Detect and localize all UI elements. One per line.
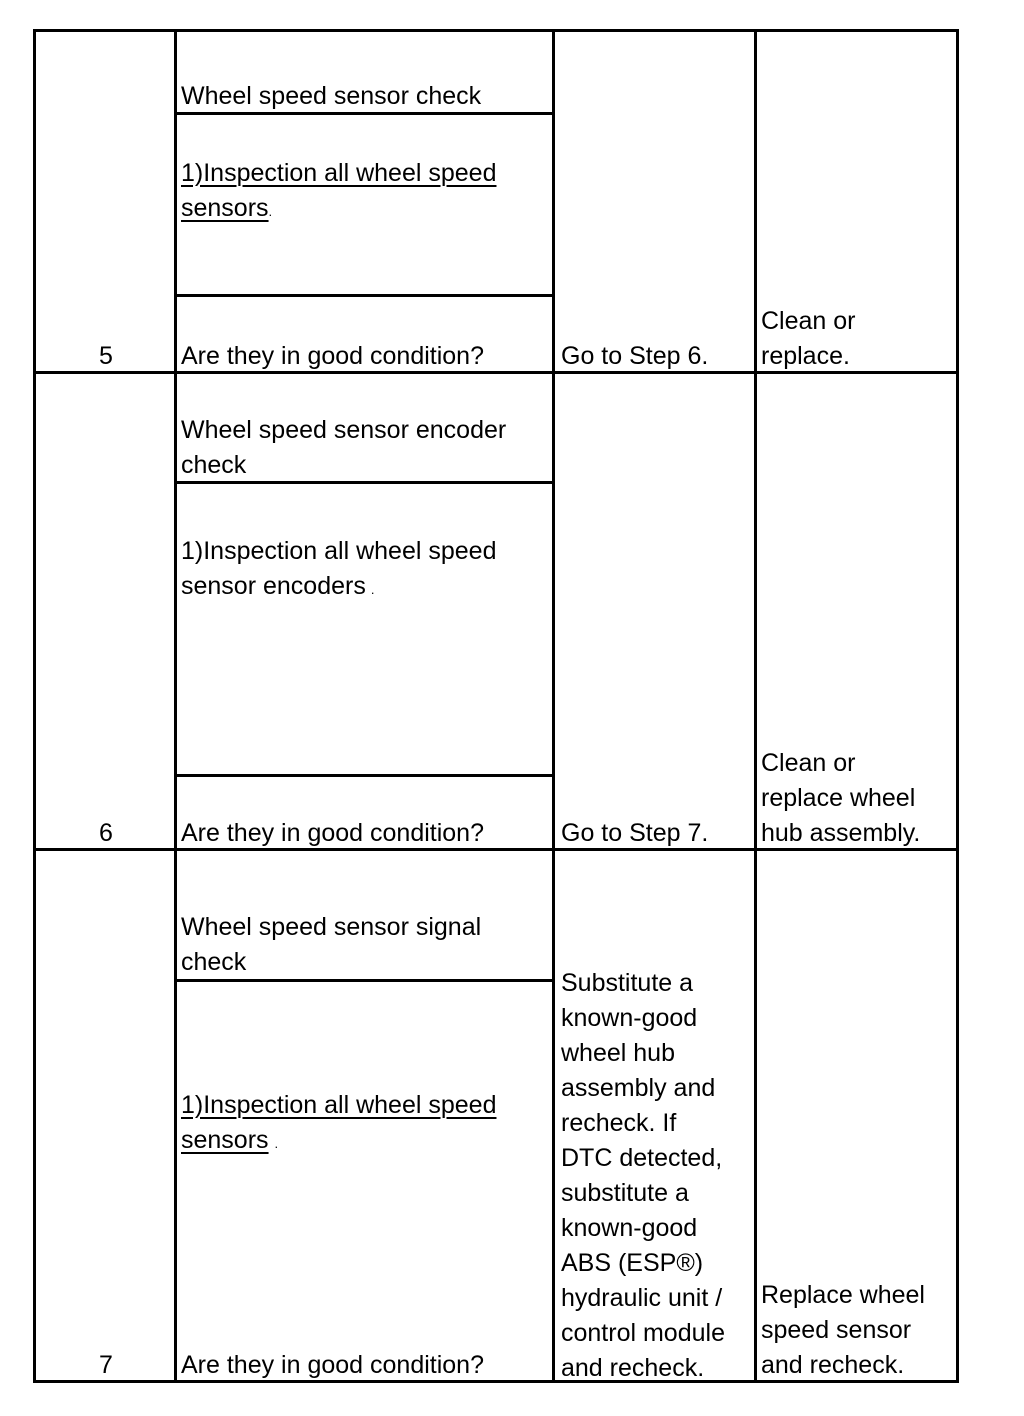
- yes-action-line: control module: [561, 1319, 725, 1347]
- yes-action: Go to Step 6.: [561, 342, 709, 370]
- yes-action-line: assembly and: [561, 1074, 716, 1102]
- no-action-line: speed sensor: [761, 1316, 912, 1344]
- step-number: 7: [99, 1351, 113, 1379]
- no-action-line: replace.: [761, 342, 850, 370]
- no-action-line: Clean or: [761, 749, 856, 777]
- yes-action-line: DTC detected,: [561, 1144, 723, 1172]
- procedure-tail: .: [274, 1136, 279, 1151]
- procedure-line: 1)Inspection all wheel speed: [181, 159, 497, 187]
- step-title: [181, 413, 506, 483]
- step-title-line: check: [181, 451, 247, 479]
- question-text: Are they in good condition?: [181, 342, 484, 370]
- table-border-top: [33, 29, 959, 32]
- no-action-line: hub assembly.: [761, 819, 921, 847]
- no-action: [761, 1278, 925, 1383]
- procedure-line: sensors: [181, 1126, 269, 1154]
- column-divider-2: [552, 29, 555, 1383]
- yes-action-line: ABS (ESP®): [561, 1249, 704, 1277]
- step6-question-divider: [174, 774, 555, 777]
- step5-question-divider: [174, 294, 555, 297]
- step-title-line: Wheel speed sensor signal: [181, 913, 482, 941]
- procedure-text: [181, 534, 496, 607]
- yes-action: [561, 966, 725, 1386]
- procedure-tail: .: [268, 204, 273, 219]
- yes-action-line: hydraulic unit /: [561, 1284, 723, 1312]
- no-action: [761, 304, 856, 374]
- yes-action-line: recheck. If: [561, 1109, 677, 1137]
- procedure-line: sensors: [181, 194, 269, 222]
- no-action-line: replace wheel: [761, 784, 916, 812]
- no-action-line: Clean or: [761, 307, 856, 335]
- step-title: [181, 910, 481, 980]
- yes-action-line: Substitute a: [561, 969, 694, 997]
- no-action: [761, 746, 920, 851]
- procedure-line: 1)Inspection all wheel speed: [181, 537, 497, 565]
- step-title-line: check: [181, 948, 247, 976]
- yes-action-line: known-good: [561, 1004, 698, 1032]
- table-border-left: [33, 29, 36, 1383]
- step-title-line: Wheel speed sensor encoder: [181, 416, 507, 444]
- question-text: Are they in good condition?: [181, 819, 484, 847]
- no-action-line: Replace wheel: [761, 1281, 925, 1309]
- procedure-line: 1)Inspection all wheel speed: [181, 1091, 497, 1119]
- question-text: Are they in good condition?: [181, 1351, 484, 1379]
- step-title: Wheel speed sensor check: [181, 82, 482, 110]
- yes-action-line: and recheck.: [561, 1354, 705, 1382]
- yes-action-line: wheel hub: [561, 1039, 675, 1067]
- procedure-line: sensor encoders: [181, 572, 366, 600]
- column-divider-3: [754, 29, 757, 1383]
- column-divider-1: [174, 29, 177, 1383]
- table-border-right: [956, 29, 959, 1383]
- procedure-tail: .: [370, 582, 375, 597]
- step-number: 5: [99, 342, 113, 370]
- no-action-line: and recheck.: [761, 1351, 905, 1379]
- yes-action-line: known-good: [561, 1214, 698, 1242]
- procedure-text: [181, 156, 496, 229]
- procedure-text: [181, 1088, 496, 1161]
- yes-action-line: substitute a: [561, 1179, 689, 1207]
- yes-action: Go to Step 7.: [561, 819, 709, 847]
- step-number: 6: [99, 819, 113, 847]
